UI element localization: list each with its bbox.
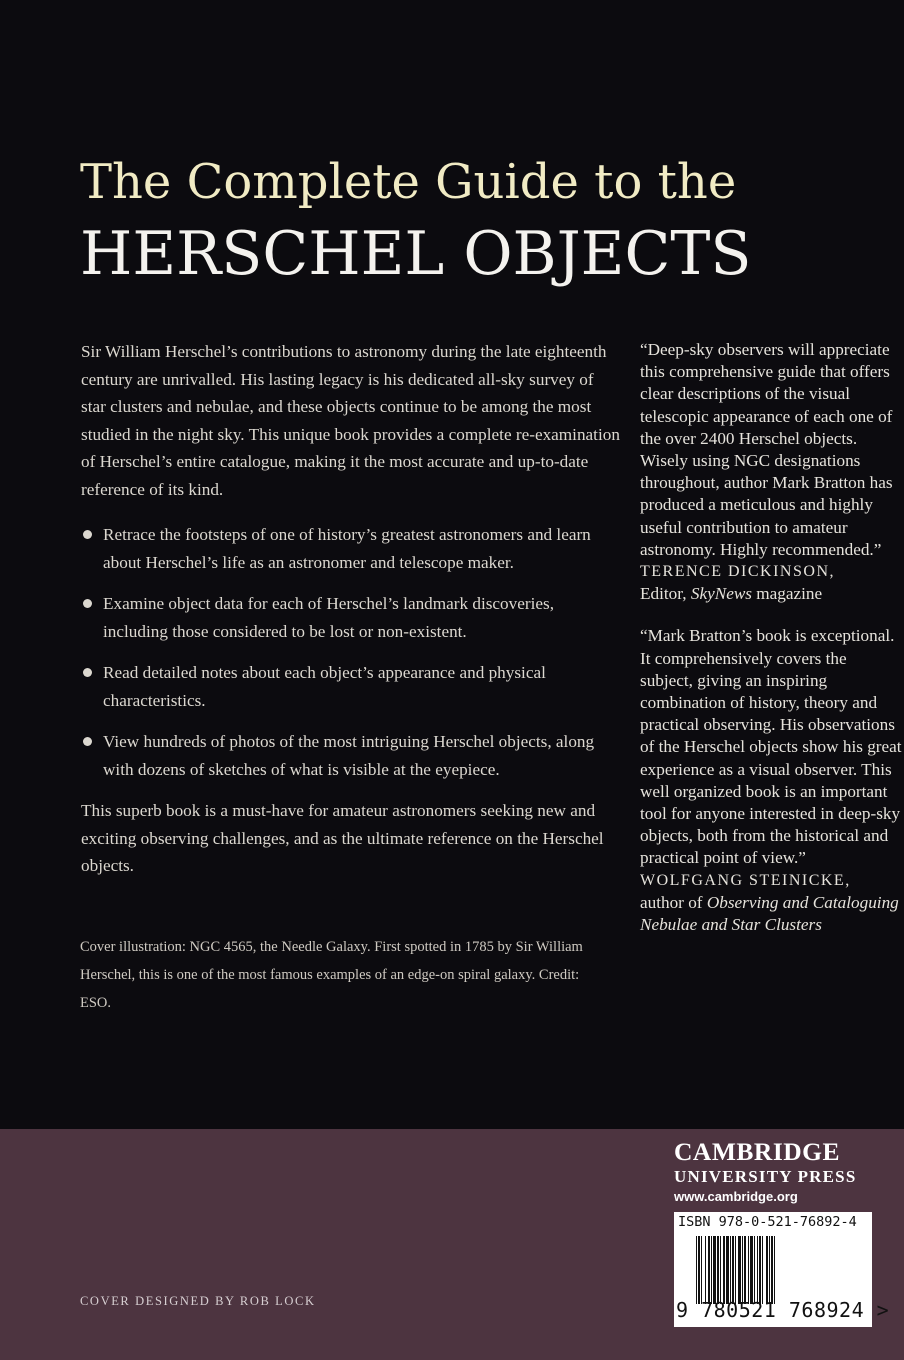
- feature-text: Read detailed notes about each object’s appearance and physical characteristics.: [103, 663, 546, 710]
- feature-text: Retrace the footsteps of one of history’s greatest astronomers and learn about Herschel’s life as an astronomer and telescope maker.: [103, 525, 591, 572]
- barcode-bars: [696, 1236, 856, 1304]
- isbn-label: ISBN 978-0-521-76892-4: [678, 1214, 857, 1230]
- reviewer-role: [640, 583, 902, 605]
- publisher-press: UNIVERSITY PRESS: [674, 1167, 857, 1186]
- feature-list: [81, 521, 621, 783]
- reviewer-role: [640, 892, 902, 936]
- feature-text: Examine object data for each of Herschel’s landmark discoveries, including those considered to be lost or non-existent.: [103, 594, 554, 641]
- cover-caption: Cover illustration: NGC 4565, the Needle Galaxy. First spotted in 1785 by Sir William Herschel, this is one of the most famous examples of an edge-on spiral galaxy. Credit: ESO.: [80, 939, 583, 1011]
- book-title-line-1: The Complete Guide to the: [80, 154, 737, 210]
- bullet-icon: [83, 530, 92, 539]
- review-quote: “Mark Bratton’s book is exceptional. It comprehensively covers the subject, giving an inspiring combination of history, theory and practical observing. His observations of the Herschel objects show his great experience as a visual observer. This well organized book is an important tool for anyone interested in deep-sky objects, both from the historical and practical point of view.”: [640, 626, 902, 868]
- feature-item: [81, 521, 621, 576]
- publisher-name: CAMBRIDGE: [674, 1137, 841, 1166]
- cover-designer-credit: COVER DESIGNED BY ROB LOCK: [80, 1294, 316, 1308]
- publisher-url: www.cambridge.org: [674, 1189, 798, 1204]
- barcode-digits: 9 780521 768924 >: [676, 1298, 890, 1322]
- description-column: [81, 338, 621, 880]
- bullet-icon: [83, 668, 92, 677]
- bullet-icon: [83, 599, 92, 608]
- isbn-barcode: [674, 1212, 890, 1327]
- reviewer-role-publication: Observing and Cataloguing Nebulae and Star Clusters: [640, 892, 899, 935]
- feature-item: [81, 590, 621, 645]
- reviewer-name: TERENCE DICKINSON,: [640, 563, 835, 581]
- publisher-logo: [674, 1137, 874, 1207]
- description-closing: This superb book is a must-have for amateur astronomers seeking new and exciting observing challenges, and as the ultimate reference on the Herschel objects.: [81, 801, 604, 875]
- barcode-stripe: [775, 1236, 776, 1304]
- feature-text: View hundreds of photos of the most intriguing Herschel objects, along with dozens of sketches of what is visible at the eyepiece.: [103, 732, 595, 779]
- feature-item: [81, 728, 621, 783]
- description-intro: Sir William Herschel’s contributions to astronomy during the late eighteenth century are unrivalled. His lasting legacy is his dedicated all-sky survey of star clusters and nebulae, and these objects continue to be among the most studied in the night sky. This unique book provides a complete re-examination of Herschel’s entire catalogue, making it the most accurate and up-to-date reference of its kind.: [81, 342, 620, 499]
- reviewer-role-publication: SkyNews: [690, 584, 752, 604]
- feature-item: [81, 659, 621, 714]
- reviews-column: [640, 339, 902, 936]
- reviewer-name: WOLFGANG STEINICKE,: [640, 871, 851, 889]
- reviewer-role-prefix: author of: [640, 892, 707, 912]
- bullet-icon: [83, 737, 92, 746]
- reviewer-role-prefix: Editor,: [640, 584, 691, 604]
- book-title-line-2: HERSCHEL OBJECTS: [80, 219, 752, 289]
- review-quote: “Deep-sky observers will appreciate this comprehensive guide that offers clear descriptions of the visual telescopic appearance of each one of the over 2400 Herschel objects. Wisely using NGC designations throughout, author Mark Bratton has produced a meticulous and highly useful contribution to amateur astronomy. Highly recommended.”: [640, 340, 893, 559]
- reviewer-role-suffix: magazine: [751, 584, 823, 604]
